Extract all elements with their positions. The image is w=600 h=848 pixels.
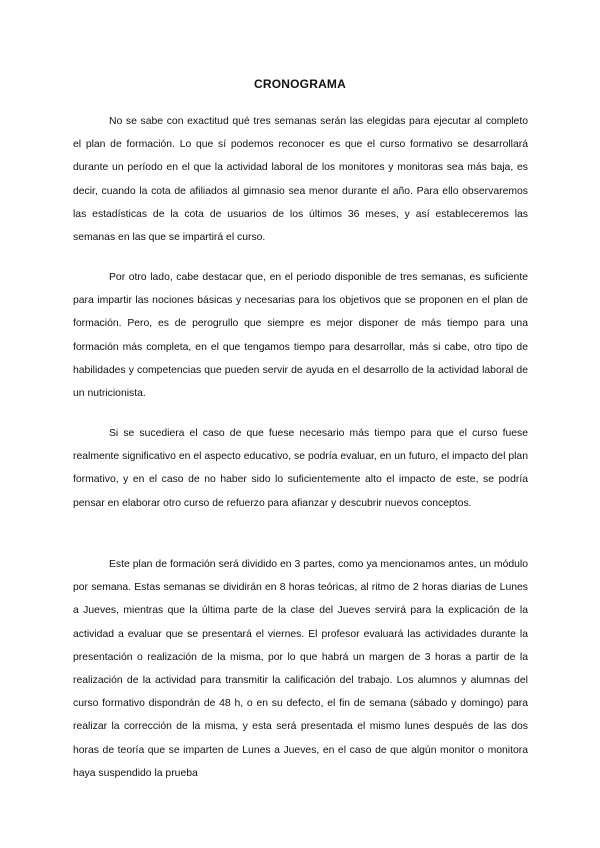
page-title: CRONOGRAMA	[254, 77, 346, 91]
paragraph-1: No se sabe con exactitud qué tres semanas serán las elegidas para ejecutar al completo el plan de formación. Lo que sí podemos reconocer es que el curso formativo se desarrollará durante un período en el que la actividad laboral de los monitores y monitoras sea más baja, es decir, cuando la cota de afiliados al gimnasio sea menor durante el año. Para ello observaremos las estadísticas de la cota de usuarios de los últimos 36 meses, y así estableceremos las semanas en las que se impartirá el curso.	[73, 116, 528, 244]
paragraph-2: Por otro lado, cabe destacar que, en el periodo disponible de tres semanas, es suficiente para impartir las nociones básicas y necesarias para los objetivos que se proponen en el plan de formación. Pero, es de perogrullo que siempre es mejor disponer de más tiempo para una formación más completa, en el que tengamos tiempo para desarrollar, más si cabe, otro tipo de habilidades y competencias que pueden servir de ayuda en el desarrollo de la actividad laboral de un nutricionista.	[73, 272, 528, 400]
paragraph-3: Si se sucediera el caso de que fuese necesario más tiempo para que el curso fuese realmente significativo en el aspecto educativo, se podría evaluar, en un futuro, el impacto del plan formativo, y en el caso de no haber sido lo suficientemente alto el impacto de este, se podría pensar en elaborar otro curso de refuerzo para afianzar y descubrir nuevos conceptos.	[73, 428, 528, 509]
paragraph-4: Este plan de formación será dividido en 3 partes, como ya mencionamos antes, un módulo por semana. Estas semanas se dividirán en 8 horas teóricas, al ritmo de 2 horas diarias de Lunes a Jueves, mientras que la última parte de la clase del Jueves servirá para la explicación de la actividad a evaluar que se presentará el viernes. El profesor evaluará las actividades durante la presentación o realización de la misma, por lo que habrá un margen de 3 horas a partir de la realización de la actividad para transmitir la calificación del trabajo. Los alumnos y alumnas del curso formativo dispondrán de 48 h, o en su defecto, el fin de semana (sábado y domingo) para realizar la corrección de la misma, y esta será presentada el mismo lunes después de las dos horas de teoría que se imparten de Lunes a Jueves, en el caso de que algún monitor o monitora haya suspendido la prueba	[73, 559, 528, 779]
